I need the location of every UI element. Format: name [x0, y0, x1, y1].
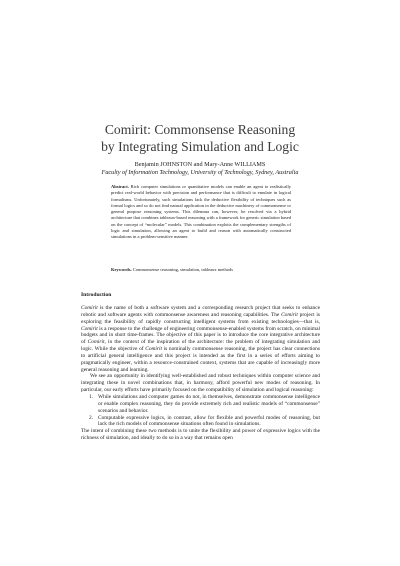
- term-comirit: Comirit: [145, 346, 162, 353]
- title-line-2: by Integrating Simulation and Logic: [101, 139, 299, 154]
- numbered-list: [81, 394, 320, 428]
- term-comirit: Comirit: [81, 325, 98, 332]
- term-comirit: Comirit: [281, 311, 298, 318]
- paragraph-1-text-c: is a response to the challenge of engineering commonsense-enabled systems from scratch, on minimal budgets and in short time-frames. The objective of this paper is to introduce the core integrative architecture of: [81, 325, 320, 346]
- affiliation: Faculty of Information Technology, University of Technology, Sydney, Australia: [101, 169, 299, 176]
- paragraph-1-text-a: is the name of both a software system and a corresponding research project that seeks to enhance robotic and software agents with commonsense awareness and reasoning capabilities. The: [81, 305, 320, 318]
- list-item-text: Computable expressive logics, in contrast, allow for flexible and powerful modes of reasoning, but lack the rich models of commonsense situations often found in simulations.: [98, 414, 320, 428]
- list-number: 1.: [89, 393, 94, 400]
- list-item: [81, 415, 320, 429]
- body-text: [81, 305, 320, 442]
- list-number: 2.: [89, 414, 94, 421]
- abstract: [111, 184, 291, 240]
- list-item-text: While simulations and computer games do not, in themselves, demonstrate commonsense intelligence or enable complex reasoning, they do provide extremely rich and realistic models of “commonsense” scenarios and behavior.: [98, 393, 320, 414]
- authors: Benjamin JOHNSTON and Mary-Anne WILLIAMS: [134, 161, 266, 168]
- title-line-1: Comirit: Commonsense Reasoning: [104, 122, 296, 137]
- paragraph-1: [81, 305, 320, 373]
- paragraph-2: We see an opportunity in identifying well-established and robust techniques within computer science and integrating these in novel combinations that, in harmony, afford powerful new modes of reasoning. In particular, our early efforts have primarily focused on the compatibility of simulation and logical reasoning:: [81, 373, 320, 394]
- abstract-text: Rich computer simulations or quantitative models can enable an agent to realistically predict real-world behavior with precision and performance that is difficult to emulate in logical formalisms. Unfortunately, such simulations lack the deductive flexibility of techniques such as formal logics and so do not find natural application in the deductive machinery of commonsense or general purpose reasoning systems. This dilemma can, however, be resolved via a hybrid architecture that combines tableaux-based reasoning with a framework for generic simulation based on the concept of “molecular” models. This combination exploits the complementary strengths of logic and simulation, allowing an agent to build and reason with automatically constructed simulations in a problem-sensitive manner.: [111, 184, 291, 239]
- keywords-label: Keywords.: [111, 267, 132, 272]
- paragraph-3: The intent of combining these two methods is to unite the flexibility and power of expressive logics with the richness of simulation, and ideally to do so in a way that remains open: [81, 428, 320, 442]
- list-item: [81, 394, 320, 415]
- paragraph-1-text-d: , in the context of the inspiration of the architecture: the problem of integrating simulation and logic. While the objective of: [81, 339, 320, 353]
- paragraph-1-text-b: project is exploring the feasibility of rapidly constructing intelligent systems from existing technologies—that is,: [81, 311, 320, 325]
- term-comirit: Comirit: [87, 339, 105, 346]
- paragraph-1-text-e: is nominally commonsense reasoning, the project has clear connections to artificial general intelligence and this project is intended as the first in a series of efforts aiming to pragmatically engineer, within a resource-constrained context, systems that are capable of increasingly more general reasoning and learning.: [81, 346, 320, 373]
- abstract-label: Abstract.: [111, 184, 129, 189]
- keywords-text: Commonsense reasoning, simulation, tableaux methods: [132, 267, 233, 272]
- paper-title: [40, 121, 360, 155]
- term-comirit: Comirit: [81, 305, 98, 311]
- section-heading: Introduction: [81, 292, 112, 298]
- keywords: [111, 267, 291, 273]
